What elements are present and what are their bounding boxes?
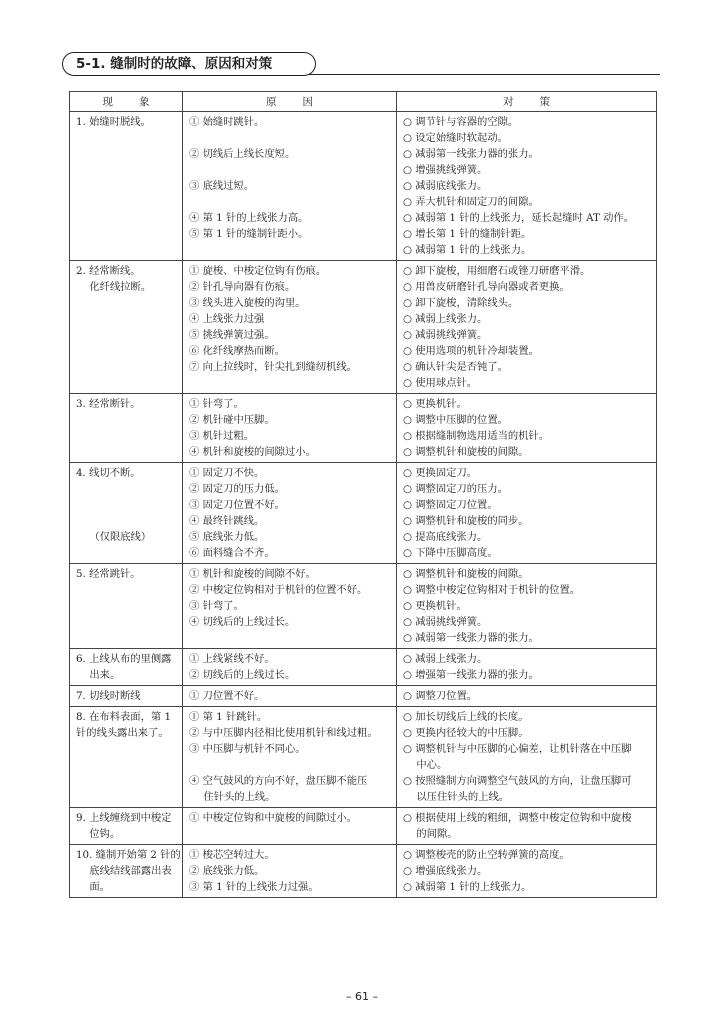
phenomenon-line [76,497,177,513]
remedy-line: ○ 调整固定刀的压力。 [403,483,508,495]
cause-line [189,757,391,773]
cause-line: ④ 上线张力过强 [189,313,265,325]
cause-cell [183,261,397,394]
table-row [70,564,657,649]
cause-line: ③ 第 1 针的上线张力过强。 [189,881,319,893]
cause-line: ① 始缝时跳针。 [189,116,265,128]
phenomenon-cell [70,564,183,649]
phenomenon-cell [70,463,183,564]
cause-line: ② 机针碰中压脚。 [189,414,275,426]
remedy-line: ○ 减弱第 1 针的上线张力，延长起缝时 AT 动作。 [403,212,634,224]
phenomenon-line: 2. 经常断线。 [76,265,141,277]
remedy-line: ○ 下降中压脚高度。 [403,547,498,559]
table-row [70,686,657,707]
cause-line: ③ 机针过粗。 [189,430,255,442]
cause-line [189,130,391,146]
cause-line: ② 中梭定位钩相对于机针的位置不好。 [189,584,368,596]
remedy-line: ○ 更换机针。 [403,600,467,612]
cause-line: ① 梭芯空转过大。 [189,849,275,861]
remedy-cell [397,707,657,808]
cause-line: ② 底线张力低。 [189,865,265,877]
cause-cell [183,463,397,564]
remedy-line: ○ 调节针与容器的空隙。 [403,116,519,128]
cause-line: ② 切线后上线长度短。 [189,148,296,160]
cause-line [189,194,391,210]
cause-cell [183,808,397,845]
phenomenon-cell [70,112,183,261]
cause-line: ③ 针弯了。 [189,600,244,612]
cause-line: ③ 固定刀位置不好。 [189,499,285,511]
remedy-line: ○ 减弱第一线张力器的张力。 [403,632,539,644]
remedy-line: ○ 确认针尖是否钝了。 [403,361,508,373]
table-row [70,845,657,898]
phenomenon-cell [70,649,183,686]
cause-line: ② 固定刀的压力低。 [189,483,285,495]
phenomenon-cell [70,707,183,808]
cause-line: ④ 切线后的上线过长。 [189,616,296,628]
cause-line: ① 上线紧线不好。 [189,653,275,665]
remedy-line: ○ 调整中压脚的位置。 [403,414,508,426]
remedy-line: 以压住针头的上线。 [416,791,510,803]
remedy-cell [397,261,657,394]
cause-line: ⑤ 挑线弹簧过强。 [189,329,275,341]
cause-line: ① 中梭定位钩和中旋梭的间隙过小。 [189,812,358,824]
cause-line [189,162,391,178]
remedy-line: ○ 减弱第 1 针的上线张力。 [403,881,532,893]
phenomenon-line: 3. 经常断针。 [76,398,141,410]
cause-line: ② 与中压脚内径相比使用机针和线过粗。 [189,727,378,739]
remedy-line: ○ 更换固定刀。 [403,467,478,479]
cause-line: ⑤ 第 1 针的缝制针距小。 [189,228,309,240]
remedy-cell [397,686,657,707]
remedy-line: ○ 减弱第 1 针的上线张力。 [403,244,532,256]
phenomenon-cell [70,808,183,845]
phenomenon-line: 8. 在布料表面，第 1 [76,711,171,723]
table-row [70,707,657,808]
remedy-line: ○ 调整刀位置。 [403,690,478,702]
remedy-line: ○ 按照缝制方向调整空气鼓风的方向，让盘压脚可 [403,775,632,787]
remedy-line: ○ 更换内径较大的中压脚。 [403,727,529,739]
cause-cell [183,394,397,463]
cause-cell [183,845,397,898]
remedy-line: ○ 弄大机针和固定刀的间隙。 [403,196,539,208]
remedy-line: ○ 使用选项的机针冷却装置。 [403,345,539,357]
phenomenon-line: 10. 缝制开始第 2 针的 [76,849,181,861]
phenomenon-line: 化纤线拉断。 [89,281,152,293]
remedy-line: ○ 增长第 1 针的缝制针距。 [403,228,532,240]
phenomenon-line: 5. 经常跳针。 [76,568,141,580]
remedy-line: ○ 减弱上线张力。 [403,653,488,665]
remedy-line: 的间隙。 [416,828,458,840]
remedy-cell [397,112,657,261]
phenomenon-cell [70,261,183,394]
remedy-line: ○ 增强挑线弹簧。 [403,164,488,176]
cause-line: ⑥ 面料缝合不齐。 [189,547,275,559]
remedy-line: ○ 设定始缝时软起动。 [403,132,508,144]
cause-cell [183,564,397,649]
cause-line: ⑤ 底线张力低。 [189,531,265,543]
remedy-line: ○ 使用球点针。 [403,377,478,389]
remedy-line: ○ 卸下旋梭，清除线头。 [403,297,519,309]
remedy-cell [397,808,657,845]
troubleshooting-table [69,91,657,898]
phenomenon-line: 7. 切线时断线 [76,690,141,702]
remedy-line: ○ 调整固定刀位置。 [403,499,498,511]
remedy-line: ○ 卸下旋梭，用细磨石或锉刀研磨平滑。 [403,265,591,277]
header-cause: 原因 [183,92,397,112]
remedy-line: ○ 调整机针和旋梭的间隙。 [403,446,529,458]
remedy-line: ○ 调整中梭定位钩相对于机针的位置。 [403,584,581,596]
remedy-line: ○ 根据缝制物选用适当的机针。 [403,430,550,442]
cause-line: ④ 第 1 针的上线张力高。 [189,212,309,224]
phenomenon-line: 9. 上线缠绕到中梭定 [76,812,172,824]
phenomenon-line: 针的线头露出来了。 [76,727,169,739]
cause-line: ③ 中压脚与机针不同心。 [189,743,306,755]
phenomenon-line [76,481,177,497]
remedy-line: ○ 调整机针与中压脚的心偏差，让机针落在中压脚 [403,743,632,755]
cause-line: 住针头的上线。 [203,791,276,803]
cause-line: ② 针孔导向器有伤痕。 [189,281,296,293]
phenomenon-line: 4. 线切不断。 [76,467,141,479]
cause-line: ④ 机针和旋梭的间隙过小。 [189,446,316,458]
cause-line: ⑦ 向上拉线时，针尖扎到缝纫机线。 [189,361,358,373]
cause-cell [183,112,397,261]
phenomenon-line: 出来。 [89,669,121,681]
remedy-line: ○ 调整机针和旋梭的间隙。 [403,568,529,580]
phenomenon-cell [70,686,183,707]
phenomenon-line: 1. 始缝时脱线。 [76,116,151,128]
cause-line: ① 第 1 针跳针。 [189,711,268,723]
remedy-line: ○ 调整机针和旋梭的同步。 [403,515,529,527]
cause-line: ⑥ 化纤线摩热而断。 [189,345,285,357]
remedy-line: ○ 更换机针。 [403,398,467,410]
phenomenon-line: 6. 上线从布的里侧露 [76,653,172,665]
cause-cell [183,649,397,686]
phenomenon-line: 底线结线部露出表 [89,865,172,877]
remedy-cell [397,463,657,564]
section-title: 5-1. 缝制时的故障、原因和对策 [62,52,316,76]
remedy-line: ○ 减弱挑线弹簧。 [403,616,488,628]
cause-line: ① 针弯了。 [189,398,244,410]
remedy-line: ○ 提高底线张力。 [403,531,488,543]
phenomenon-line: 位钩。 [89,828,121,840]
phenomenon-line: （仅限底线） [89,531,152,543]
table-row [70,649,657,686]
remedy-line: ○ 用兽皮研磨针孔导向器或者更换。 [403,281,570,293]
table-header-row [70,92,657,112]
remedy-cell [397,394,657,463]
cause-line: ③ 底线过短。 [189,180,255,192]
cause-line: ② 切线后的上线过长。 [189,669,296,681]
cause-line: ① 固定刀不快。 [189,467,265,479]
cause-cell [183,686,397,707]
cause-line: ④ 最终针跳线。 [189,515,265,527]
table-row [70,808,657,845]
cause-line: ③ 线头进入旋梭的沟里。 [189,297,306,309]
remedy-line: 中心。 [416,759,448,771]
phenomenon-cell [70,394,183,463]
header-remedy: 对策 [397,92,657,112]
remedy-line: ○ 调整梭壳的防止空转弹簧的高度。 [403,849,570,861]
page-number: – 61 – [346,990,378,1003]
remedy-line: ○ 减弱第一线张力器的张力。 [403,148,539,160]
cause-line: ① 旋梭、中梭定位钩有伤痕。 [189,265,327,277]
header-phenomenon: 现象 [70,92,183,112]
remedy-cell [397,564,657,649]
remedy-line: ○ 加长切线后上线的长度。 [403,711,529,723]
table-row [70,261,657,394]
remedy-line: ○ 增强第一线张力器的张力。 [403,669,539,681]
phenomenon-line: 面。 [89,881,110,893]
cause-line: ① 刀位置不好。 [189,690,265,702]
section-header [62,50,660,80]
table-row [70,112,657,261]
remedy-cell [397,845,657,898]
cause-line: ① 机针和旋梭的间隙不好。 [189,568,316,580]
phenomenon-cell [70,845,183,898]
table-body [70,112,657,898]
remedy-line: ○ 减弱挑线弹簧。 [403,329,488,341]
table-row [70,394,657,463]
remedy-line: ○ 增强底线张力。 [403,865,488,877]
table-row [70,463,657,564]
remedy-line: ○ 减弱底线张力。 [403,180,488,192]
remedy-line: ○ 减弱上线张力。 [403,313,488,325]
section-rule [302,74,660,75]
cause-line: ④ 空气鼓风的方向不好，盘压脚不能压 [189,775,368,787]
cause-cell [183,707,397,808]
remedy-cell [397,649,657,686]
phenomenon-line [76,513,177,529]
remedy-line: ○ 根据使用上线的粗细，调整中梭定位钩和中旋梭 [403,812,632,824]
